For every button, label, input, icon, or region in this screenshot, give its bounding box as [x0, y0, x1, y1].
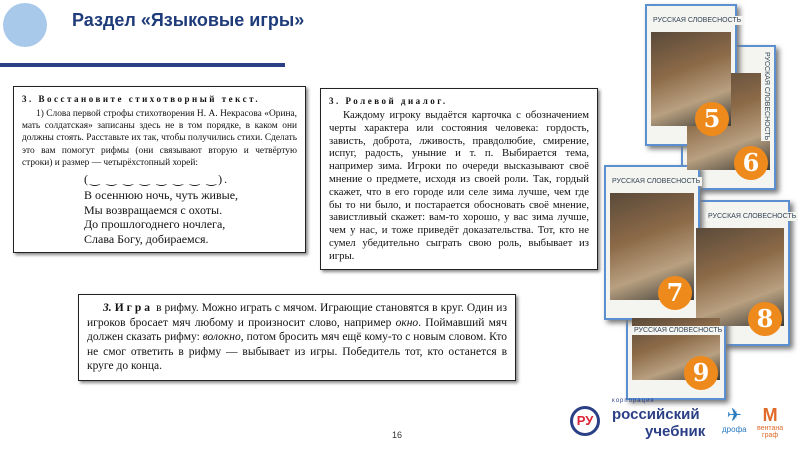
exercise-text: 1) Слова первой строфы стихотворения Н. А. Некрасова «Орина, мать солдатская» записаны здесь не в том порядке, в каком они должны стоять. Расставьте их так, чтобы получились стихи. Сделать это вам помогут рифмы (они связывают вторую и четвёртую строки) и размер — четырёхстопный хорей: — [22, 109, 297, 168]
grade-badge: 7 — [658, 276, 692, 310]
exercise-number: 3. — [103, 302, 112, 314]
verse-line: Слава Богу, добираемся. — [84, 231, 209, 246]
book-cover-5 — [645, 4, 742, 146]
text-part: , потом бросить мяч ещё кому-то с новым словом. Кто не смог ответить в рифму — выбывает из игры. Победитель тот, кто останется в круге до конца. — [87, 331, 507, 372]
title-underline — [0, 63, 285, 67]
russian-textbook-logo-icon: РУ — [570, 406, 600, 436]
drofa-bird-icon: ✈ — [726, 405, 742, 425]
grade-badge: 5 — [695, 102, 729, 136]
exercise-rhyme-game — [78, 294, 516, 381]
exercise-heading: Игра — [114, 302, 154, 314]
exercise-role-dialogue — [320, 88, 598, 270]
book-title: РУССКАЯ СЛОВЕСНОСТЬ — [634, 327, 723, 334]
book-title: РУССКАЯ СЛОВЕСНОСТЬ — [763, 52, 770, 141]
example-word: волокно — [202, 331, 241, 343]
decorative-circle — [3, 3, 47, 47]
text-part: . Поймавший мяч должен сказать рифму: — [87, 316, 507, 343]
grade-badge: 9 — [684, 356, 718, 390]
exercise-heading: 3. Восстановите стихотворный текст. — [22, 94, 261, 104]
book-title: РУССКАЯ СЛОВЕСНОСТЬ — [612, 178, 701, 185]
drofa-logo — [722, 405, 747, 434]
logo-corp-text: корпорация — [612, 398, 655, 404]
ventana-graf-logo — [757, 405, 783, 439]
drofa-label: дрофа — [722, 425, 747, 434]
ventana-mark-icon: M — [762, 405, 778, 425]
verse — [84, 188, 297, 246]
exercise-heading: 3. Ролевой диалог. — [329, 96, 448, 106]
verse-line: В осеннюю ночь, чуть живые, — [84, 188, 239, 203]
exercise-text: Каждому игроку выдаётся карточка с обозначением черты характера или состояния человека: гордость, зависть, доброта, лживость, правдолюбие, смирение, испуг, радость, уныние и т. п. Выбирается тема, например зима. Игроки по очереди высказывают своё мнение о предмете, исходя из своей роли. Так, гордый скажет, что в его городе или селе зима лучше, чем где бы то ни было, и постарается обосновать своё мнение, завистливый скажет: вам-то хорошо, у вас зима лучше, чем у нас, и тоже приведёт доказательства. Тот, кто не сумел убедительно сыграть свою роль, выбывает из игры. — [329, 109, 589, 262]
verse-line: Мы возвращаемся с охоты. — [84, 202, 223, 217]
book-title: РУССКАЯ СЛОВЕСНОСТЬ — [653, 17, 742, 24]
graf-label: граф — [762, 432, 779, 439]
grade-badge: 8 — [748, 302, 782, 336]
text-part: в рифму. Можно играть с мячом. Играющие становятся в круг. Один из игроков бросает мяч любому и произносит слово, например — [87, 302, 507, 329]
page-title: Раздел «Языковые игры» — [72, 10, 305, 30]
exercise-restore-verse — [13, 86, 306, 253]
logo-brand-line2: учебник — [645, 423, 706, 440]
grade-badge: 6 — [734, 146, 768, 180]
meter-scheme: (‿ ‿ ‿ ‿ ‿ ‿ ‿ ‿). — [84, 172, 230, 187]
page-number: 16 — [392, 430, 403, 440]
example-word: окно — [395, 316, 419, 329]
logo-brand-line1: российский — [612, 406, 700, 423]
book-cover-7 — [604, 165, 700, 320]
book-title: РУССКАЯ СЛОВЕСНОСТЬ — [708, 213, 797, 220]
ventana-label: вентана — [757, 425, 784, 432]
exercise-text — [87, 301, 507, 374]
verse-line: До прошлогоднего ночлега, — [84, 217, 226, 232]
